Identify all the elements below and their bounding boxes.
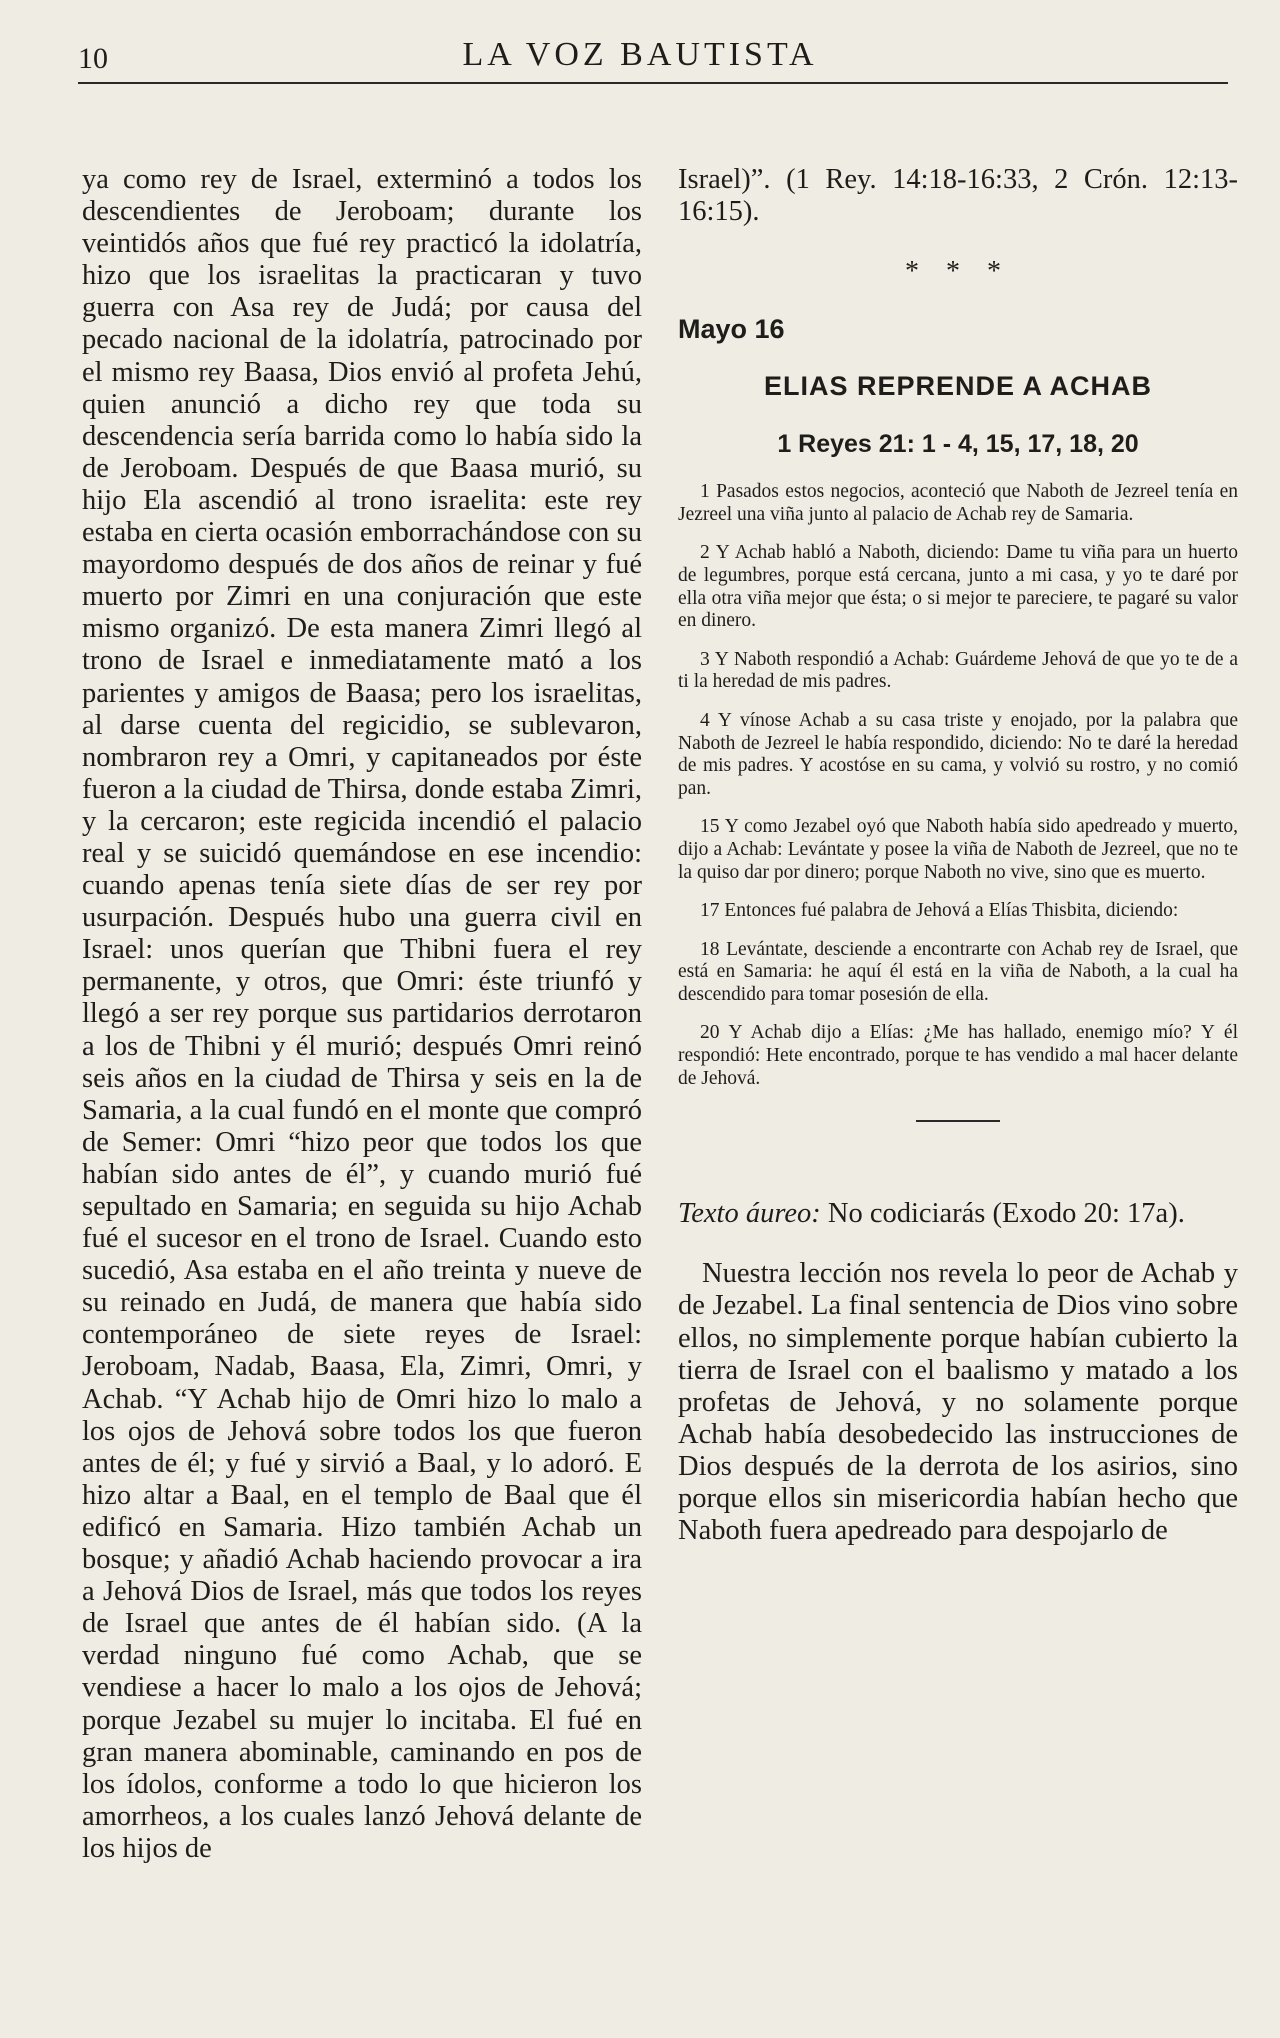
right-column [678,164,1238,1547]
golden-text [678,1198,1238,1230]
verse: 15 Y como Jezabel oyó que Naboth había sido apedreado y muerto, dijo a Achab: Levántate y posee la viña de Naboth de Jezreel, que no te la quiso dar por dinero; porque Naboth no vive, sino que es muerto. [678,816,1238,883]
verse: 2 Y Achab habló a Naboth, diciendo: Dame tu viña para un huerto de legumbres, porque está cercana, junto a mi casa, y yo te daré por ella otra viña mejor que ésta; o si mejor te pareciere, te pagaré su valor en dinero. [678,542,1238,632]
verse: 3 Y Naboth respondió a Achab: Guárdeme Jehová de que yo te de a ti la heredad de mis padres. [678,648,1238,693]
verse-list [678,481,1238,1090]
continuation-text: Israel)”. (1 Rey. 14:18-16:33, 2 Crón. 12:13-16:15). [678,164,1238,228]
page-header [0,0,1280,96]
lesson-date: Mayo 16 [678,314,785,345]
verse: 18 Levántate, desciende a encontrarte con Achab rey de Israel, que está en Samaria: he aquí él está en la viña de Naboth, a la cual ha descendido para tomar posesión de ella. [678,938,1238,1005]
verse: 17 Entonces fué palabra de Jehová a Elías Thisbita, diciendo: [700,900,1179,922]
verse: 20 Y Achab dijo a Elías: ¿Me has hallado, enemigo mío? Y él respondió: Hete encontrado, porque te has vendido a mal hacer delante de Jehová. [678,1022,1238,1089]
verse: 4 Y vínose Achab a su casa triste y enojado, por la palabra que Naboth de Jezreel le había respondido, diciendo: No te daré la heredad de mis padres. Y acostóse en su cama, y volvió su rostro, y no comió pan. [678,709,1238,799]
left-column-text: ya como rey de Israel, exterminó a todos los descendientes de Jeroboam; durante los veintidós años que fué rey practicó la idolatría, hizo que los israelitas la practicaran y tuvo guerra con Asa rey de Judá; por causa del pecado nacional de la idolatría, patrocinado por el mismo rey Baasa, Dios envió al profeta Jehú, quien anunció a dicho rey que toda su descendencia sería barrida como lo había sido la de Jeroboam. Después de que Baasa murió, su hijo Ela ascendió al trono israelita: este rey estaba en cierta ocasión emborrachándose con su mayordomo después de dos años de reinar y fué muerto por Zimri en una conjuración que este mismo organizó. De esta manera Zimri llegó al trono de Israel e inmediatamente mató a los parientes y amigos de Baasa; pero los israelitas, al darse cuenta del regicidio, se sublevaron, nombraron rey a Omri, y capitaneados por éste fueron a la ciudad de Thirsa, donde estaba Zimri, y la cercaron; este regicida incendió el palacio real y se suicidó quemándose en ese incendio: cuando apenas tenía siete días de ser rey por usurpación. Después hubo una guerra civil en Israel: unos querían que Thibni fuera el rey permanente, y otros, que Omri: éste triunfó y llegó a ser rey porque sus partidarios derrotaron a los de Thibni y él murió; después Omri reinó seis años en la ciudad de Thirsa y seis en la de Samaria, a la cual fundó en el monte que compró de Semer: Omri “hizo peor que todos los que habían sido antes de él”, y cuando murió fué sepultado en Samaria; en seguida su hijo Achab fué el sucesor en el trono de Israel. Cuando esto sucedió, Asa estaba en el año treinta y nueve de su reinado en Judá, de manera que había sido contemporáneo de siete reyes de Israel: Jeroboam, Nadab, Baasa, Ela, Zimri, Omri, y Achab. “Y Achab hijo de Omri hizo lo malo a los ojos de Jehová sobre todos los que fueron antes de él; y fué y sirvió a Baal, y lo adoró. E hizo altar a Baal, en el templo de Baal que él edificó en Samaria. Hizo también Achab un bosque; y añadió Achab haciendo provocar a ira a Jehová Dios de Israel, más que todos los reyes de Israel que antes de él habían sido. (A la verdad ninguno fué como Achab, que se vendiese a hacer lo malo a los ojos de Jehová; porque Jezabel su mujer lo incitaba. El fué en gran manera abominable, caminando en pos de los ídolos, conforme a todo lo que hicieron los amorrheos, a los cuales lanzó Jehová delante de los hijos de [82,164,642,1864]
golden-text-content: No codiciarás (Exodo 20: 17a). [827,1198,1185,1230]
left-column [82,164,642,1865]
verse: 1 Pasados estos negocios, aconteció que Naboth de Jezreel tenía en Jezreel una viña junto al palacio de Achab rey de Samaria. [678,481,1238,525]
page-number: 10 [78,42,108,75]
section-divider [916,1120,1000,1122]
lesson-title: ELIAS REPRENDE A ACHAB [763,371,1153,402]
section-separator: * * * [905,256,1011,288]
scripture-reference: 1 Reyes 21: 1 - 4, 15, 17, 18, 20 [777,430,1139,459]
golden-text-label: Texto áureo: [678,1198,821,1230]
header-rule [78,82,1228,84]
running-title: LA VOZ BAUTISTA [462,36,818,73]
lesson-commentary: Nuestra lección nos revela lo peor de Achab y de Jezabel. La final sentencia de Dios vino sobre ellos, no simplemente porque habían cubierto la tierra de Israel con el baalismo y matado a los profetas de Jehová, y no solamente porque Achab había desobedecido las instrucciones de Dios después de la derrota de los asirios, sino porque ellos sin misericordia habían hecho que Naboth fuera apedreado para despojarlo de [678,1258,1238,1547]
